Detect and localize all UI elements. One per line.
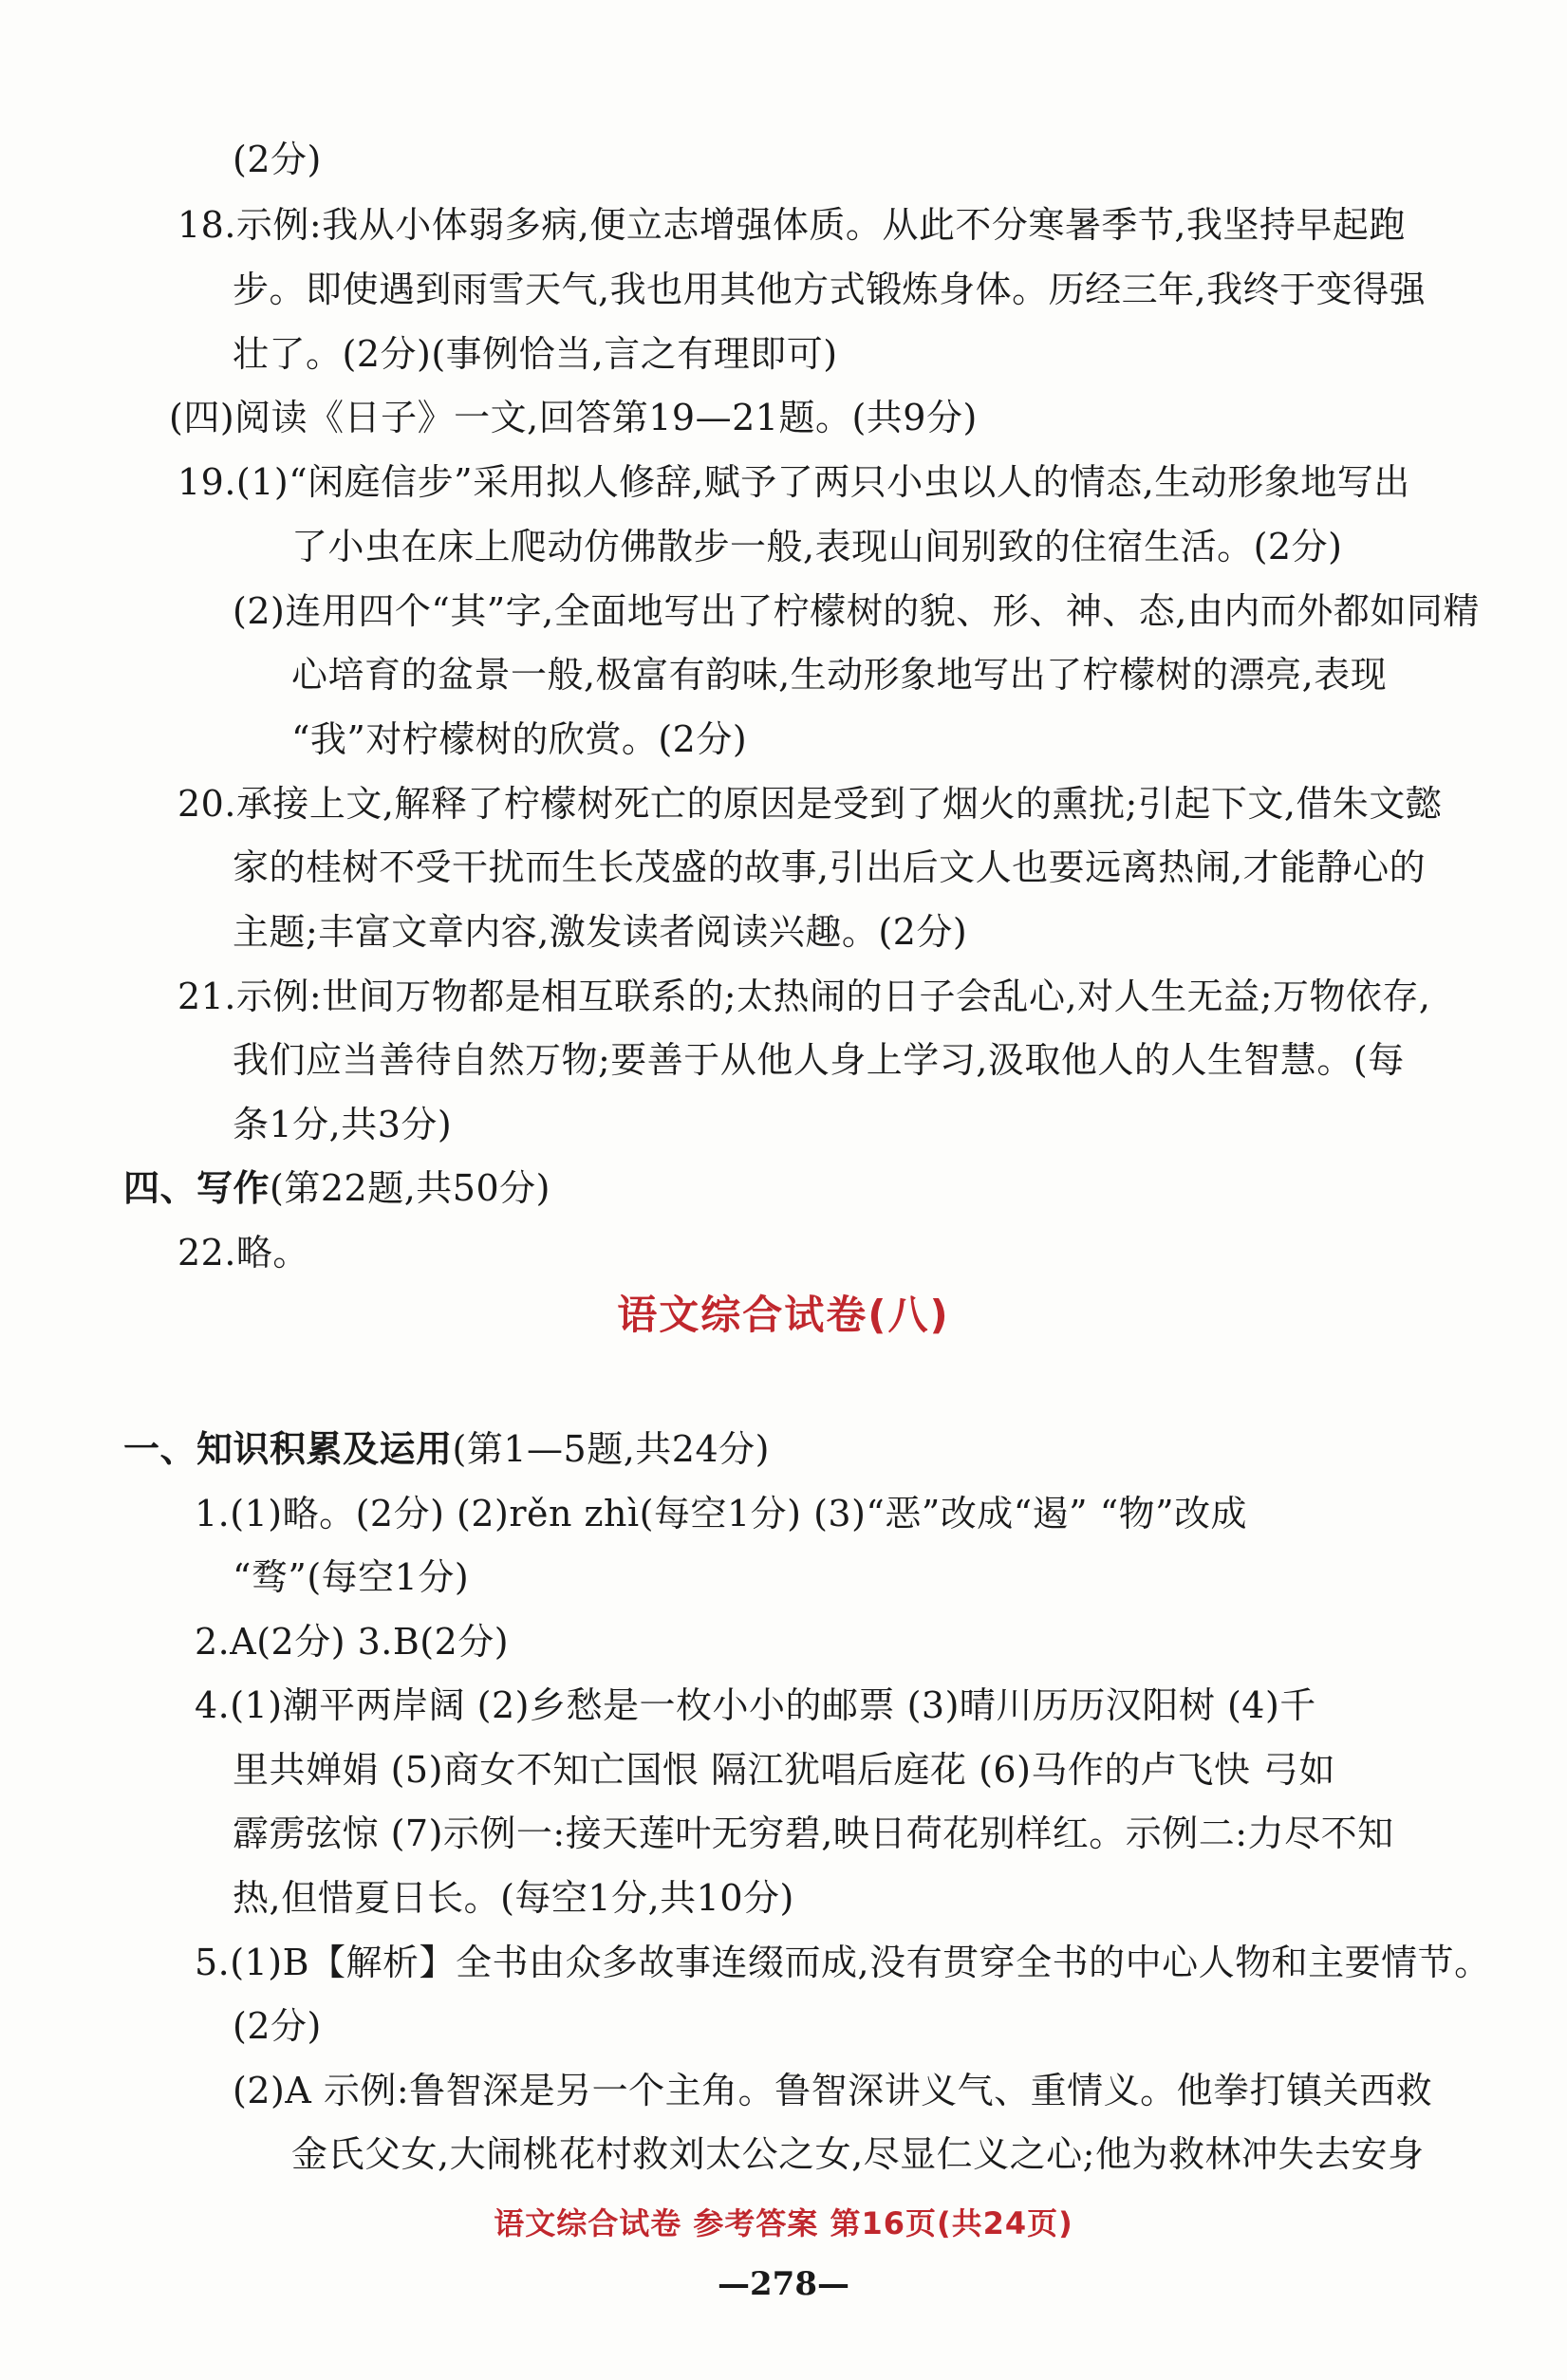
answer-line: 条1分,共3分) (233, 1104, 453, 1145)
section-heading-note: (第1—5题,共24分) (452, 1428, 770, 1470)
answer-line: 主题;丰富文章内容,激发读者阅读兴趣。(2分) (233, 911, 968, 953)
answer-line: 2.A(2分) 3.B(2分) (195, 1621, 510, 1663)
section-heading-label: 一、知识积累及运用 (123, 1428, 453, 1470)
answer-line: 18.示例:我从小体弱多病,便立志增强体质。从此不分寒暑季节,我坚持早起跑 (177, 204, 1406, 246)
answer-line: 霹雳弦惊 (7)示例一:接天莲叶无穷碧,映日荷花别样红。示例二:力尽不知 (233, 1813, 1394, 1854)
answer-line: 5.(1)B【解析】全书由众多故事连缀而成,没有贯穿全书的中心人物和主要情节。 (195, 1942, 1491, 1983)
answer-line: 4.(1)潮平两岸阔 (2)乡愁是一枚小小的邮票 (3)晴川历历汉阳树 (4)千 (195, 1684, 1316, 1726)
answer-line: (2)A 示例:鲁智深是另一个主角。鲁智深讲义气、重情义。他拳打镇关西救 (233, 2070, 1433, 2111)
answer-line: “我”对柠檬树的欣赏。(2分) (291, 718, 748, 760)
answer-line: 了小虫在床上爬动仿佛散步一般,表现山间别致的住宿生活。(2分) (291, 526, 1343, 567)
answer-line: 壮了。(2分)(事例恰当,言之有理即可) (233, 333, 838, 375)
page-number: —278— (718, 2265, 849, 2303)
section-heading-note: (第22题,共50分) (270, 1167, 550, 1209)
section-heading-writing (123, 1165, 1567, 1211)
subsection-heading: (四)阅读《日子》一文,回答第19—21题。(共9分) (169, 397, 978, 438)
answer-line: 家的桂树不受干扰而生长茂盛的故事,引出后文人也要远离热闹,才能静心的 (233, 846, 1427, 888)
answer-line: 19.(1)“闲庭信步”采用拟人修辞,赋予了两只小虫以人的情态,生动形象地写出 (177, 461, 1410, 503)
answer-line: (2分) (233, 2005, 322, 2047)
answer-line: (2分) (233, 139, 322, 180)
answer-line: 1.(1)略。(2分) (2)rěn zhì(每空1分) (3)“恶”改成“遏” “物”改成 (195, 1493, 1248, 1534)
answer-line: 热,但惜夏日长。(每空1分,共10分) (233, 1877, 794, 1919)
answer-line: 22.略。 (177, 1232, 309, 1274)
answer-line: “骛”(每空1分) (233, 1556, 470, 1598)
section-heading-knowledge (123, 1426, 1567, 1472)
answer-line: 金氏父女,大闹桃花村救刘太公之女,尽显仁义之心;他为救林冲失去安身 (291, 2133, 1425, 2175)
exam-title: 语文综合试卷(八) (617, 1292, 950, 1338)
answer-line: 我们应当善待自然万物;要善于从他人身上学习,汲取他人的人生智慧。(每 (233, 1039, 1405, 1081)
answer-line: 21.示例:世间万物都是相互联系的;太热闹的日子会乱心,对人生无益;万物依存, (177, 976, 1431, 1017)
answer-line: 里共婵娟 (5)商女不知亡国恨 隔江犹唱后庭花 (6)马作的卢飞快 弓如 (233, 1749, 1335, 1791)
answer-line: 步。即使遇到雨雪天气,我也用其他方式锻炼身体。历经三年,我终于变得强 (233, 269, 1427, 310)
answer-line: 20.承接上文,解释了柠檬树死亡的原因是受到了烟火的熏扰;引起下文,借朱文懿 (177, 783, 1443, 825)
answer-line: (2)连用四个“其”字,全面地写出了柠檬树的貌、形、神、态,由内而外都如同精 (233, 590, 1480, 632)
section-heading-label: 四、写作 (123, 1167, 270, 1209)
answer-line: 心培育的盆景一般,极富有韵味,生动形象地写出了柠檬树的漂亮,表现 (291, 654, 1388, 696)
page-footer: 语文综合试卷 参考答案 第16页(共24页) (494, 2205, 1073, 2241)
